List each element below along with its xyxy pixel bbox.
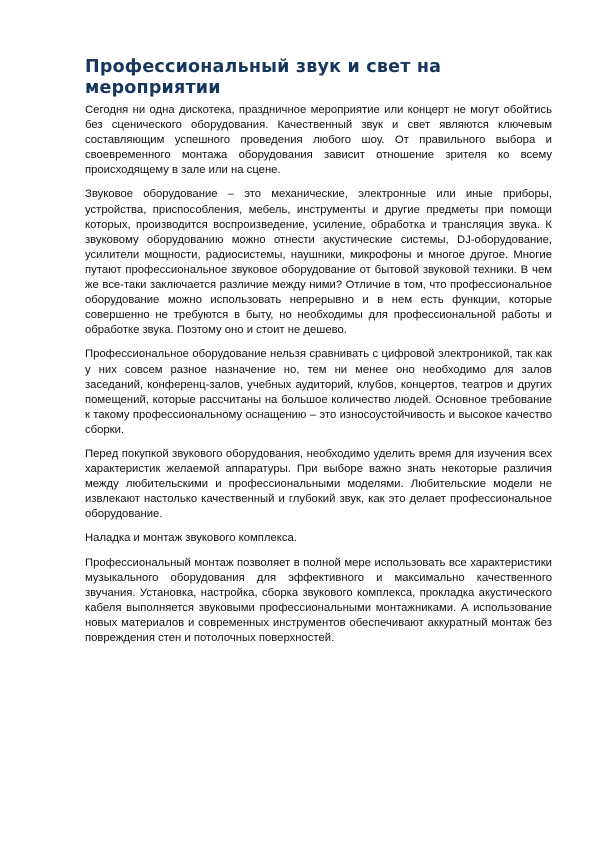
paragraph-professional-equipment: Профессиональное оборудование нельзя сравнивать с цифровой электроникой, так как у них совсем разное назначение но, тем ни менее оно необходимо для залов заседаний, конференц-залов, учебных аудиторий, клубов, концертов, театров и других помещений, которые рассчитаны на большое количество людей. Основное требование к такому профессиональному оснащению – это износоустойчивость и высокое качество сборки. <box>85 348 552 436</box>
paragraph-sound-equipment: Звуковое оборудование – это механические, электронные или иные приборы, устройства, приспособления, мебель, инструменты и другие предметы при помощи которых, производится воспроизведение, усиление, обработка и трансляция звука. К звуковому оборудованию можно отнести акустические системы, DJ-оборудование, усилители мощности, радиосистемы, наушники, микрофоны и многое другое. Многие путают профессиональное звуковое оборудование от бытовой звуковой техники. В чем же все-таки заключается различие между ними? Отличие в том, что профессиональное оборудование можно использовать непрерывно и в нем есть функции, которые совершенно не требуются в быту, но необходимы для профессиональной работы и обработке звука. Поэтому оно и стоит не дешево. <box>85 188 552 337</box>
paragraph-intro: Сегодня ни одна дискотека, праздничное мероприятие или концерт не могут обойтись без сценического оборудования. Качественный звук и свет являются ключевым составляющим успешного проведения любого шоу. От правильного выбора и своевременного монтажа оборудования зависит отношение зрителя ко всему происходящему в зале или на сцене. <box>85 104 552 177</box>
document-title: Профессиональный звук и свет на мероприятии <box>85 57 442 98</box>
paragraph-before-purchase: Перед покупкой звукового оборудования, необходимо уделить время для изучения всех характеристик желаемой аппаратуры. При выборе важно знать некоторые различия между любительскими и профессиональными моделями. Любительские модели не извлекают настолько качественный и глубокий звук, как это делает профессиональное оборудование. <box>85 447 552 521</box>
paragraph-installation: Профессиональный монтаж позволяет в полной мере использовать все характеристики музыкального оборудования для эффективного и максимально качественного звучания. Установка, настройка, сборка звукового комплекса, прокладка акустического кабеля выполняется звуковыми профессиональными монтажниками. А использование новых материалов и современных инструментов обеспечивают аккуратный монтаж без повреждения стен и потолочных поверхностей. <box>85 556 552 644</box>
document-page <box>85 57 552 655</box>
paragraph-subheading: Наладка и монтаж звукового комплекса. <box>85 532 297 545</box>
